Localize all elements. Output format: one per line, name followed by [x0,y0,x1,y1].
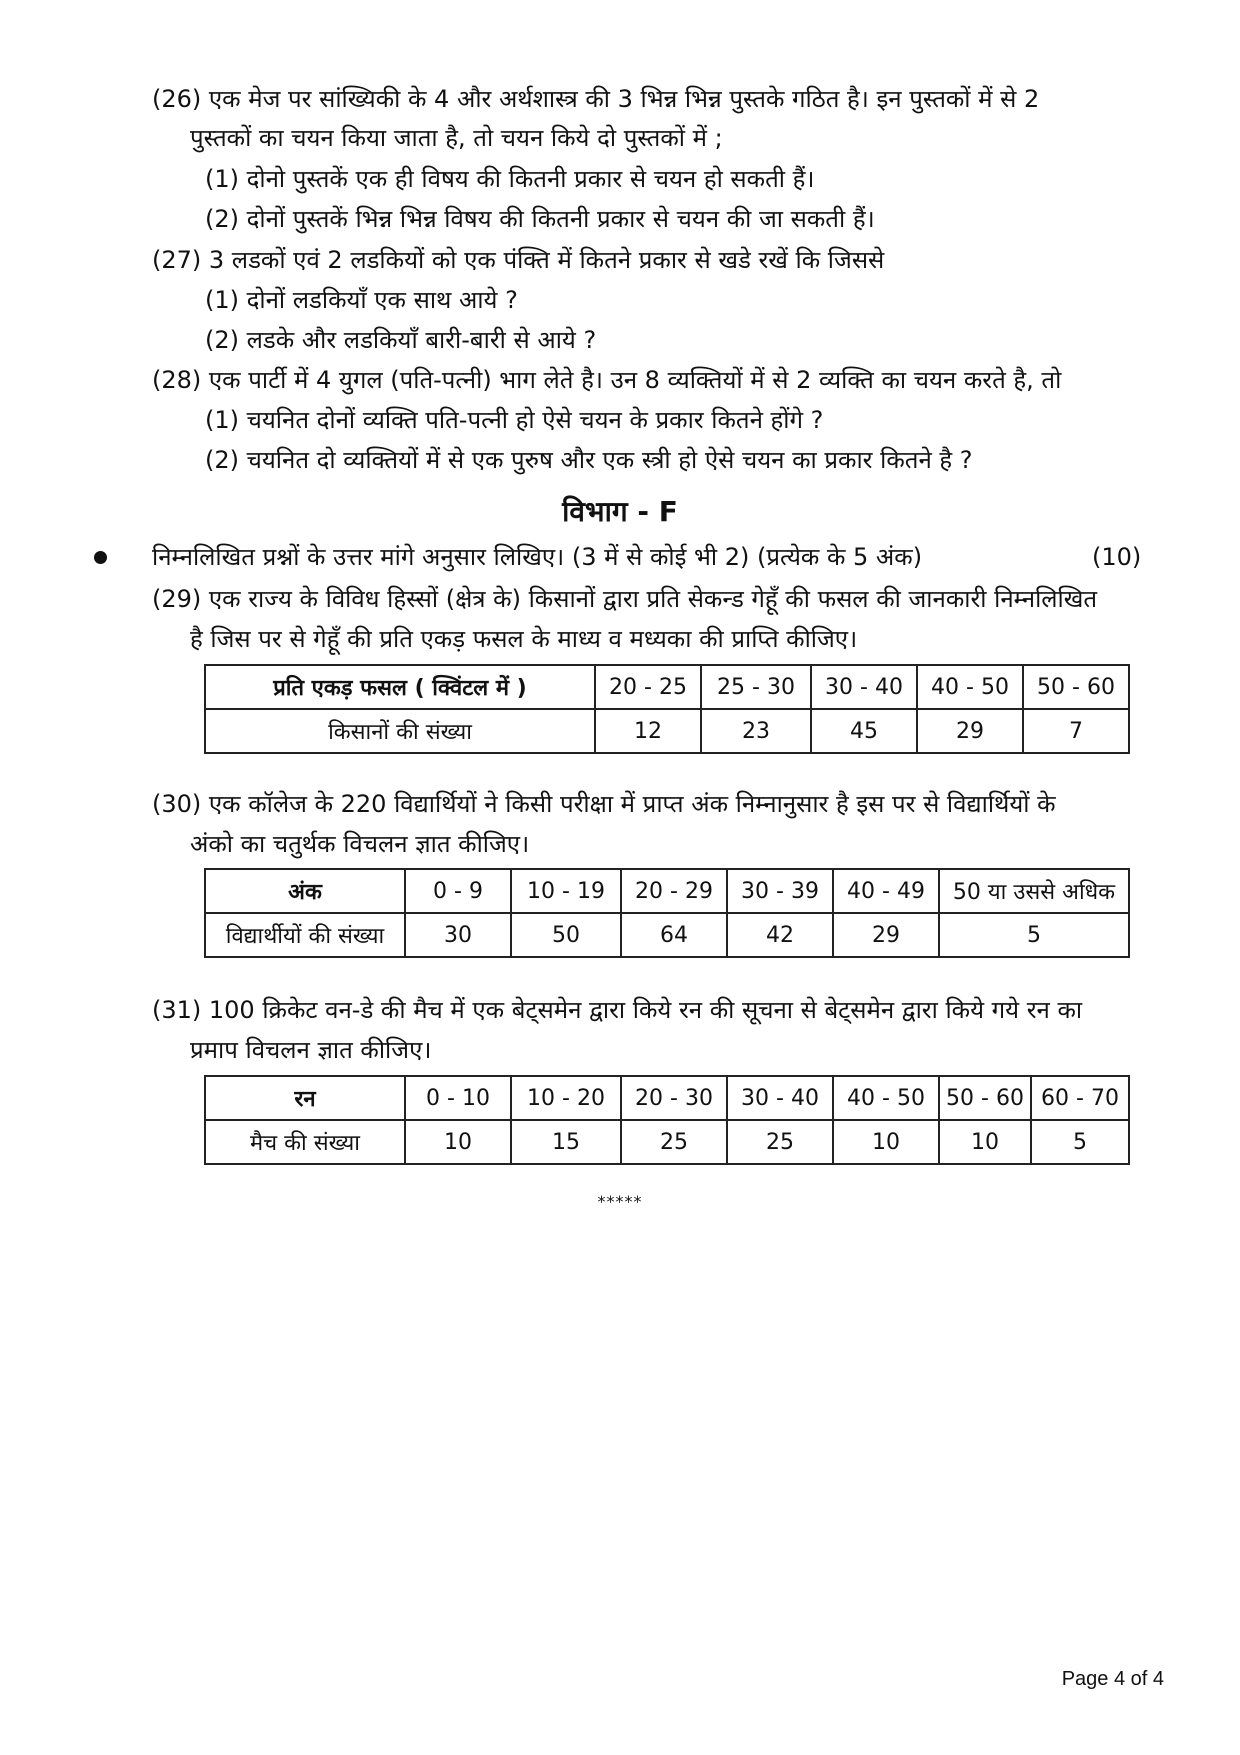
q30-line1: (30) एक कॉलेज के 220 विद्यार्थियों ने किसी परीक्षा में प्राप्त अंक निम्नानुसार है इस पर से विद्यार्थियों के [152,790,1056,818]
q31-line2: प्रमाप विचलन ज्ञात कीजिए। [190,1036,432,1064]
table-row [205,869,1129,913]
page-number: Page 4 of 4 [1061,1668,1164,1690]
q30-table [204,868,1130,958]
q30-value-cell: 50 [511,913,621,957]
q29-class-cell: 25 - 30 [701,665,811,709]
q31-class-cell: 30 - 40 [727,1076,833,1120]
q30-class-cell: 30 - 39 [727,869,833,913]
q26-line2: पुस्तकों का चयन किया जाता है, तो चयन किये दो पुस्तकों में ; [190,124,723,152]
q31-class-cell: 20 - 30 [621,1076,727,1120]
q28-line1: (28) एक पार्टी में 4 युगल (पति-पत्नी) भाग लेते है। उन 8 व्यक्तियों में से 2 व्यक्ति का चयन करते है, तो [152,366,1062,394]
q30-class-cell: 10 - 19 [511,869,621,913]
q29-line2: है जिस पर से गेहूँ की प्रति एकड़ फसल के माध्य व मध्यका की प्राप्ति कीजिए। [190,625,858,653]
q31-table [204,1075,1130,1165]
bullet-icon [94,551,107,564]
q31-value-cell: 10 [833,1120,939,1164]
q30-value-cell: 29 [833,913,939,957]
q26-sub1: (1) दोनो पुस्तकें एक ही विषय की कितनी प्रकार से चयन हो सकती हैं। [205,165,815,193]
q30-row1-label: अंक [205,869,405,913]
q26-sub2: (2) दोनों पुस्तकें भिन्न भिन्न विषय की कितनी प्रकार से चयन की जा सकती हैं। [205,205,875,233]
section-instruction: निम्नलिखित प्रश्नों के उत्तर मांगे अनुसार लिखिए। (3 में से कोई भी 2) (प्रत्येक के 5 अंक) [152,543,923,571]
q29-table [204,664,1130,754]
q31-class-cell: 40 - 50 [833,1076,939,1120]
q29-value-cell: 7 [1023,709,1129,753]
q29-row1-label: प्रति एकड़ फसल ( क्विंटल में ) [205,665,595,709]
q29-class-cell: 30 - 40 [811,665,917,709]
q29-class-cell: 50 - 60 [1023,665,1129,709]
q31-row1-label: रन [205,1076,405,1120]
q31-value-cell: 5 [1031,1120,1129,1164]
q31-value-cell: 10 [939,1120,1031,1164]
q31-class-cell: 0 - 10 [405,1076,511,1120]
q29-class-cell: 20 - 25 [595,665,701,709]
q30-value-cell: 5 [939,913,1129,957]
q29-row2-label: किसानों की संख्या [205,709,595,753]
q30-value-cell: 64 [621,913,727,957]
section-title: विभाग - F [562,495,678,528]
q26-line1: (26) एक मेज पर सांख्यिकी के 4 और अर्थशास्त्र की 3 भिन्न भिन्न पुस्तके गठित है। इन पुस्तकों में से 2 [152,85,1040,113]
q28-sub2: (2) चयनित दो व्यक्तियों में से एक पुरुष और एक स्त्री हो ऐसे चयन का प्रकार कितने है ? [205,446,973,474]
q31-class-cell: 60 - 70 [1031,1076,1129,1120]
q30-value-cell: 42 [727,913,833,957]
q31-line1: (31) 100 क्रिकेट वन-डे की मैच में एक बेट्समेन द्वारा किये रन की सूचना से बेट्समेन द्वारा किये गये रन का [152,996,1083,1024]
q29-value-cell: 45 [811,709,917,753]
table-row [205,913,1129,957]
q31-value-cell: 25 [727,1120,833,1164]
q27-sub2: (2) लडके और लडकियाँ बारी-बारी से आये ? [205,326,597,354]
q29-value-cell: 23 [701,709,811,753]
table-row [205,1120,1129,1164]
q30-line2: अंको का चतुर्थक विचलन ज्ञात कीजिए। [190,830,530,858]
q28-sub1: (1) चयनित दोनों व्यक्ति पति-पत्नी हो ऐसे चयन के प्रकार कितने होंगे ? [205,406,824,434]
end-marker: ***** [597,1192,643,1211]
q30-row2-label: विद्यार्थीयों की संख्या [205,913,405,957]
q30-class-cell: 50 या उससे अधिक [939,869,1129,913]
q30-class-cell: 20 - 29 [621,869,727,913]
q29-class-cell: 40 - 50 [917,665,1023,709]
section-marks: (10) [1092,543,1142,571]
table-row [205,709,1129,753]
table-row [205,665,1129,709]
q30-class-cell: 40 - 49 [833,869,939,913]
q27-sub1: (1) दोनों लडकियाँ एक साथ आये ? [205,286,518,314]
q31-row2-label: मैच की संख्या [205,1120,405,1164]
q29-value-cell: 29 [917,709,1023,753]
q29-value-cell: 12 [595,709,701,753]
q30-class-cell: 0 - 9 [405,869,511,913]
table-row [205,1076,1129,1120]
q31-value-cell: 15 [511,1120,621,1164]
q27-line1: (27) 3 लडकों एवं 2 लडकियों को एक पंक्ति में कितने प्रकार से खडे रखें कि जिससे [152,246,885,274]
q29-line1: (29) एक राज्य के विविध हिस्सों (क्षेत्र के) किसानों द्वारा प्रति सेकन्ड गेहूँ की फसल की जानकारी निम्नलिखित [152,585,1098,613]
q30-value-cell: 30 [405,913,511,957]
q31-value-cell: 10 [405,1120,511,1164]
q31-class-cell: 50 - 60 [939,1076,1031,1120]
q31-class-cell: 10 - 20 [511,1076,621,1120]
q31-value-cell: 25 [621,1120,727,1164]
